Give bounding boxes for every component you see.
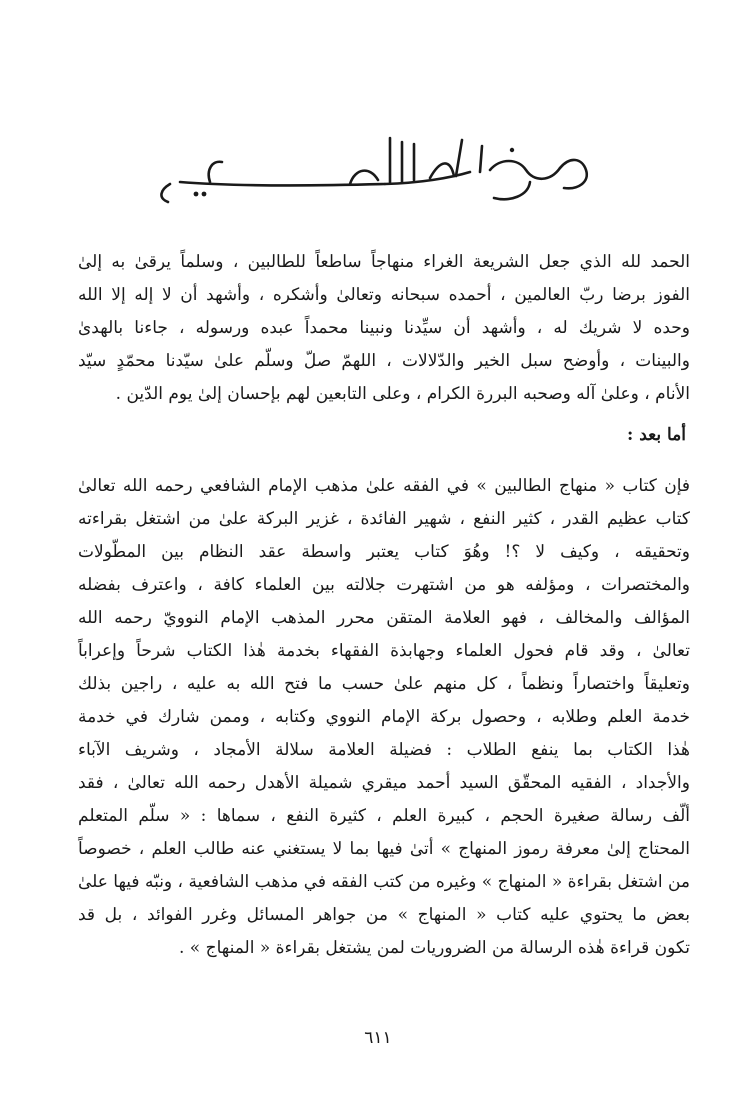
body-line: والمختصرات ، ومؤلفه هو من اشتهرت جلالته بين العلماء كافة ، واعترف بفضله [78, 575, 690, 595]
body-line: فإن كتاب « منهاج الطالبين » في الفقه علىٰ مذهب الإمام الشافعي رحمه الله تعالىٰ [78, 476, 690, 496]
body-line: هٰذا الكتاب بما ينفع الطلاب : فضيلة العلامة سلالة الأمجاد ، وشريف الآباء [78, 740, 690, 760]
intro-paragraph [78, 246, 690, 411]
intro-line: الفوز برضا ربّ العالمين ، أحمده سبحانه وتعالىٰ وأشكره ، وأشهد أن لا إله إلا الله [78, 285, 690, 305]
body-line: المحتاج إلىٰ معرفة رموز المنهاج » أتىٰ فيها بما لا يستغني عنه طالب العلم ، خصوصاً [78, 839, 690, 859]
body-line: تكون قراءة هٰذه الرسالة من الضروريات لمن يشتغل بقراءة « المنهاج » . [178, 938, 690, 958]
basmala-calligraphy-image [150, 120, 610, 210]
body-line: بعض ما يحتوي عليه كتاب « المنهاج » من جواهر المسائل وغرر الفوائد ، بل قد [78, 905, 690, 925]
body-line: من اشتغل بقراءة « المنهاج » وغيره من كتب الفقه في مذهب الشافعية ، ونبّه فيها علىٰ [77, 872, 690, 892]
body-line: تعالىٰ ، وقد قام فحول العلماء وجهابذة الفقهاء بخدمة هٰذا الكتاب شرحاً وإعراباً [78, 641, 690, 661]
body-line: كتاب عظيم القدر ، كثير النفع ، شهير الفائدة ، غزير البركة علىٰ من اشتغل بقراءته [78, 509, 690, 529]
body-line: ألّف رسالة صغيرة الحجم ، كبيرة العلم ، كثيرة النفع ، سماها : « سلّم المتعلم [78, 806, 690, 826]
body-line: والأجداد ، الفقيه المحقّق السيد أحمد ميقري شميلة الأهدل رحمه الله تعالىٰ ، فقد [78, 773, 690, 793]
page-number: ٦١١ [364, 1028, 392, 1048]
intro-line: الحمد لله الذي جعل الشريعة الغراء منهاجاً ساطعاً للطالبين ، وسلماً يرقىٰ به إلىٰ [78, 252, 690, 272]
body-line: خدمة العلم وطلابه ، وحصول بركة الإمام النووي وكتابه ، وممن شارك في خدمة [78, 707, 690, 727]
intro-line: والبينات ، وأوضح سبل الخير والدّلالات ، اللهمّ صلّ وسلّم علىٰ سيّدنا محمّدٍ سيّد [78, 351, 690, 371]
intro-line: وحده لا شريك له ، وأشهد أن سيِّدنا ونبينا محمداً عبده ورسوله ، جاءنا بالهدىٰ [78, 318, 690, 338]
body-line: وتحقيقه ، وكيف لا ؟! وهُوَ كتاب يعتبر واسطة عقد النظام بين المطّولات [78, 542, 690, 562]
body-line: وتعليقاً واختصاراً ونظماً ، كل منهم علىٰ حسب ما فتح الله به عليه ، راجين بذلك [78, 674, 690, 694]
body-paragraph [78, 470, 690, 965]
basmala-calligraphy [150, 120, 610, 210]
intro-line: الأنام ، وعلىٰ آله وصحبه البررة الكرام ، وعلى التابعين لهم بإحسان إلىٰ يوم الدّين . [115, 384, 690, 404]
body-line: المؤالف والمخالف ، فهو العلامة المتقن محرر المذهب الإمام النوويّ رحمه الله [78, 608, 690, 628]
section-heading: أما بعد : [627, 425, 686, 445]
